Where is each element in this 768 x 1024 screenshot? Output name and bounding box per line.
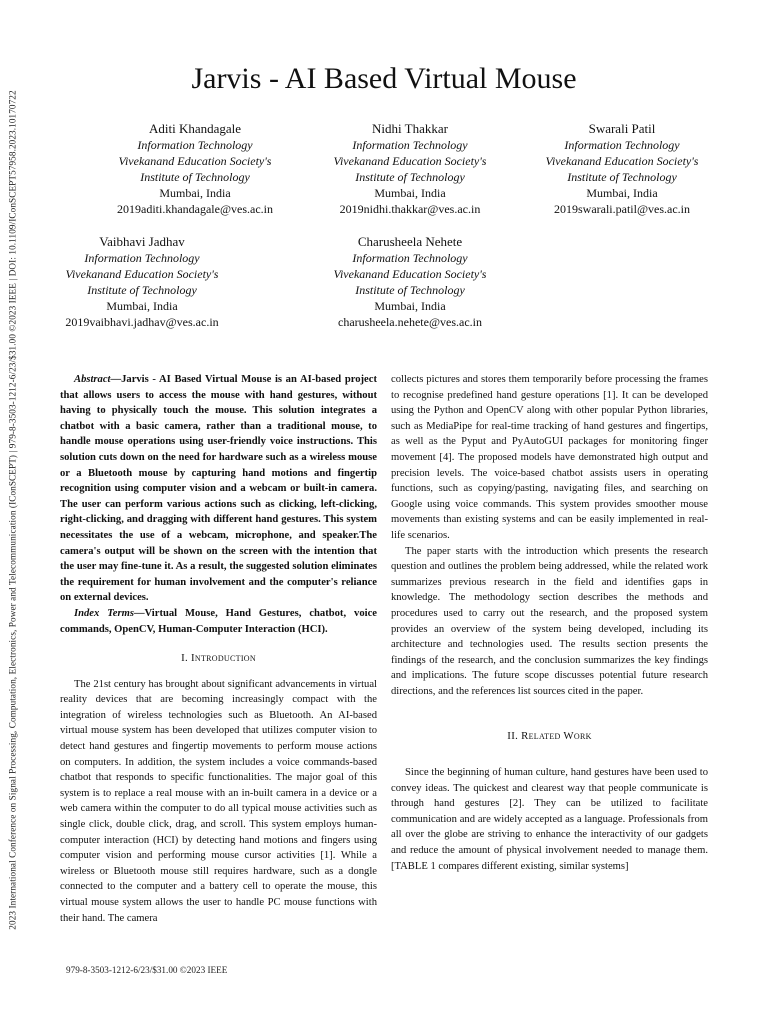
index-terms-text: —Virtual Mouse, Hand Gestures, chatbot, voice commands, OpenCV, Human-Computer Interaction (HCI). — [60, 607, 377, 635]
author-email: 2019aditi.khandagale@ves.ac.in — [117, 202, 273, 216]
author-block — [95, 120, 295, 217]
author-org: Institute of Technology — [140, 170, 250, 184]
abstract — [60, 372, 377, 606]
author-org: Vivekanand Education Society's — [65, 267, 219, 281]
side-strip-text: 2023 International Conference on Signal Processing, Computation, Electronics, Power and Telecommunication (IConSCEPT) | 979-8-3503-1212-6/23/$31.00 ©2023 IEEE | DOI: 10.1109/IConSCEPT57958.2023.10170722 — [8, 90, 18, 930]
author-block — [310, 120, 510, 217]
intro-paragraph-continued: collects pictures and stores them temporarily before processing the frames to recognise predefined hand gesture operations [1]. It can be developed using the Python and OpenCV along with other popular Python libraries, such as MediaPipe for real-time tracking of hand gestures and fingertips, as well as the Pyput and PyAutoGUI packages for monitoring finger movement [4]. The proposed models have demonstrated high output and precision levels. The voice-based chatbot assists users in operating functions, such as copying/pasting, navigating files, and searching on Google using voice commands. This system provides smoother mouse movements than existing systems and can be easily implemented in real-life scenarios. — [391, 374, 708, 541]
index-terms-label: Index Terms — [74, 607, 134, 619]
author-org: Institute of Technology — [87, 283, 197, 297]
author-city: Mumbai, India — [159, 186, 231, 200]
author-city: Mumbai, India — [374, 186, 446, 200]
author-org: Vivekanand Education Society's — [545, 154, 699, 168]
author-org: Institute of Technology — [355, 283, 465, 297]
related-work-paragraph: Since the beginning of human culture, hand gestures have been used to convey ideas. The quickest and clearest way that people communicate is through hand gestures [2]. They can be utilized to facilitate communication and are widely accepted as a language. Professionals from all over the globe are striving to enhance the interactivity of our gadgets and reduce the amount of physical involvement needed to manage them. [TABLE 1 compares different existing, similar systems] — [391, 767, 708, 872]
author-city: Mumbai, India — [374, 299, 446, 313]
author-block — [42, 233, 242, 330]
intro-paragraph-2: The paper starts with the introduction which presents the research question and outlines the problem being addressed, while the related work summarizes previous research in the field and identifies gaps in knowledge. The methodology section describes the methods and procedures used to carry out the research, and the proposed system provides an overview of the system being developed, including its architecture and technologies used. The results section presents the findings of the research, and the conclusion summarizes the key findings and implications. The future scope discusses potential future research directions, and the references list sources cited in the paper. — [391, 545, 708, 697]
author-email: 2019swarali.patil@ves.ac.in — [553, 202, 690, 216]
intro-paragraph: The 21st century has brought about significant advancements in virtual reality devices that are becoming increasingly compact with the integration of wireless technologies such as Bluetooth. An AI-based virtual mouse system has been developed that utilizes computer vision to detect hand gestures and fingertip movements to perform mouse actions on computers. In addition, the system includes a voice commands-based chatbot that responds to specific functionalities. The major goal of this system is to replace a real mouse with an in-built camera in a device or a web camera within the computer to do all typical mouse activities such as single click, double click, drag, and scroll. This system employs human-computer interaction (HCI) by detecting hand motions and fingers using computer vision and performing mouse cursor activities [1]. While a wireless or Bluetooth mouse still requires hardware, such as a dongle connected to the computer and a battery cell to operate the mouse, this virtual mouse system allows the user to handle PC mouse functions with their hand. The camera — [60, 678, 377, 924]
index-terms — [60, 606, 377, 637]
author-dept: Information Technology — [352, 138, 468, 152]
author-block — [310, 233, 510, 330]
author-org: Vivekanand Education Society's — [333, 154, 487, 168]
author-name: Charusheela Nehete — [357, 234, 463, 249]
side-publication-strip — [2, 40, 24, 980]
copyright-footer: 979-8-3503-1212-6/23/$31.00 ©2023 IEEE — [66, 965, 228, 975]
author-dept: Information Technology — [84, 251, 200, 265]
author-city: Mumbai, India — [106, 299, 178, 313]
author-name: Nidhi Thakkar — [372, 121, 448, 136]
author-name: Swarali Patil — [588, 121, 656, 136]
section-heading-related-work: II. Related Work — [507, 730, 592, 743]
author-name: Vaibhavi Jadhav — [99, 234, 185, 249]
author-dept: Information Technology — [137, 138, 253, 152]
paper-title: Jarvis - AI Based Virtual Mouse — [191, 62, 577, 95]
author-name: Aditi Khandagale — [148, 121, 242, 136]
abstract-label: Abstract — [74, 374, 111, 385]
author-email: charusheela.nehete@ves.ac.in — [338, 315, 482, 329]
author-email: 2019vaibhavi.jadhav@ves.ac.in — [65, 315, 219, 329]
left-column — [60, 372, 377, 926]
author-org: Institute of Technology — [355, 170, 465, 184]
author-dept: Information Technology — [564, 138, 680, 152]
right-column — [391, 372, 708, 874]
abstract-text: —Jarvis - AI Based Virtual Mouse is an AI-based project that allows users to access the mouse with hand gestures, without having to physically touch the mouse. This solution integrates a chatbot with a basic camera, rather than a traditional mouse, to handle mouse operations using user-friendly voice instructions. This solution cuts down on the need for hardware such as a wireless mouse or a Bluetooth mouse by capturing hand motions and fingertip recognition using computer vision and a webcam or built-in camera. The user can perform various actions such as clicking, left-clicking, right-clicking, and dragging with different hand gestures. This system necessitates the use of a webcam, microphone, and speaker.The camera's output will be shown on the screen with the intention that the user may fine-tune it. As a result, the suggested solution eliminates the requirement for human involvement and the computer's reliance on external devices. — [60, 374, 377, 604]
author-dept: Information Technology — [352, 251, 468, 265]
author-city: Mumbai, India — [586, 186, 658, 200]
author-org: Vivekanand Education Society's — [118, 154, 272, 168]
section-heading-introduction: I. Introduction — [181, 652, 256, 665]
author-email: 2019nidhi.thakkar@ves.ac.in — [339, 202, 481, 216]
author-block — [522, 120, 722, 217]
author-org: Vivekanand Education Society's — [333, 267, 487, 281]
author-org: Institute of Technology — [567, 170, 677, 184]
